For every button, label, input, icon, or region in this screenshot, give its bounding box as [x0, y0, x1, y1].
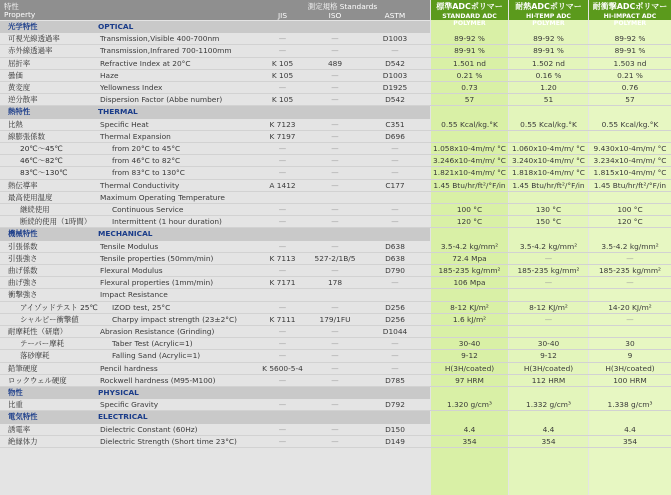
iso-value: —	[331, 205, 339, 214]
hitemp-polymer-heading: 耐熱ADCポリマー HI-TEMP ADC POLYMER	[509, 0, 588, 20]
iso-value: —	[331, 180, 339, 190]
hitemp-value: 354	[541, 436, 556, 446]
section-row	[0, 228, 430, 240]
iso-value: —	[331, 131, 339, 141]
standard-value: 3.246x10-4m/m/ °C	[433, 156, 506, 166]
property-jp: 屈折率	[8, 58, 31, 68]
hitemp-value: 0.55 Kcal/kg.°K	[520, 119, 577, 129]
iso-value: —	[331, 363, 339, 373]
property-jp: 曲げ係数	[8, 266, 38, 275]
section-title-en: OPTICAL	[98, 22, 134, 31]
property-en: Charpy impact strength (23±2°C)	[112, 314, 238, 324]
hitemp-value: 8-12 KJ/m²	[529, 302, 568, 312]
hiimpact-value: 0.76	[621, 83, 639, 92]
astm-value: —	[391, 144, 399, 153]
jis-value: K 7197	[269, 131, 296, 141]
property-en: Abrasion Resistance (Grinding)	[100, 327, 215, 336]
standard-value: 9-12	[461, 351, 478, 361]
standard-value: 100 °C	[456, 205, 483, 214]
jis-value: —	[278, 436, 287, 446]
property-jp: 20℃～45℃	[20, 144, 63, 153]
property-en: Flexural properties (1mm/min)	[100, 278, 214, 288]
astm-value: D638	[385, 241, 405, 251]
iso-value: 179/1FU	[319, 314, 351, 324]
hitemp-value: 30-40	[537, 339, 560, 349]
jis-value: —	[278, 83, 287, 92]
property-en: Tensile Modulus	[100, 241, 159, 251]
hiimpact-value: —	[626, 278, 634, 288]
table-row	[0, 119, 671, 131]
hitemp-value: 150 °C	[535, 217, 562, 227]
section-row	[0, 411, 430, 423]
section-row	[0, 387, 430, 399]
property-jp: 46℃～82℃	[20, 156, 63, 166]
property-en: Thermal Expansion	[100, 131, 171, 141]
iso-value: —	[331, 302, 339, 312]
standard-value: 354	[462, 436, 477, 446]
property-jp: 曇価	[8, 70, 23, 80]
property-en: Dielectric Strength (Short time 23°C)	[100, 436, 237, 446]
section-title-en: THERMAL	[98, 107, 138, 117]
hitemp-value: H(3H/coated)	[523, 363, 574, 373]
iso-value: 178	[327, 278, 343, 288]
astm-value: —	[391, 205, 399, 214]
astm-value: —	[391, 363, 399, 373]
iso-value: —	[331, 34, 339, 44]
hiimpact-polymer-heading: 耐衝撃ADCポリマー HI-IMPACT ADC POLYMER	[589, 0, 671, 20]
iso-value: —	[331, 217, 339, 227]
hiimpact-value: 120 °C	[617, 217, 643, 227]
table-row	[0, 70, 671, 82]
iso-heading: ISO	[328, 11, 342, 20]
jis-value: —	[278, 400, 287, 410]
jis-value: —	[278, 34, 287, 44]
section-title-jp: 熱特性	[8, 107, 31, 117]
hitemp-value: 185-235 kg/mm²	[517, 266, 580, 275]
section-title-jp: 光学特性	[8, 22, 38, 31]
hiimpact-value: 89-92 %	[614, 34, 646, 44]
standard-value: 57	[464, 95, 475, 105]
hiimpact-value: H(3H/coated)	[605, 363, 655, 373]
hiimpact-value: 9	[627, 351, 633, 361]
property-en: from 46°C to 82°C	[112, 156, 181, 166]
table-row	[0, 350, 671, 362]
hiimpact-value: —	[626, 314, 634, 324]
hitemp-value: 112 HRM	[531, 375, 566, 385]
astm-value: D790	[385, 266, 405, 275]
hiimpact-value: 57	[625, 95, 635, 105]
property-en: from 83°C to 130°C	[112, 168, 185, 178]
table-row	[0, 58, 671, 70]
property-jp: 比重	[8, 400, 23, 410]
section-title-en: MECHANICAL	[98, 229, 153, 239]
property-jp: 絶縁体力	[8, 436, 38, 446]
property-en-heading: Property	[4, 10, 36, 19]
jis-value: K 7111	[269, 314, 296, 324]
property-jp: 可視光線透過率	[8, 34, 60, 44]
astm-value: D150	[385, 424, 405, 434]
table-row	[0, 314, 671, 326]
astm-value: C177	[385, 180, 405, 190]
property-en: Dielectric Constant (60Hz)	[100, 424, 198, 434]
property-jp: 継続使用	[20, 205, 50, 214]
hitemp-value: 9-12	[540, 351, 557, 361]
astm-value: D542	[385, 95, 405, 105]
jis-value: —	[278, 168, 287, 178]
property-jp: 引張強さ	[8, 253, 38, 263]
property-jp-heading: 特性	[4, 2, 19, 11]
table-row	[0, 33, 671, 45]
section-title-jp: 機械特性	[8, 229, 38, 239]
property-en: Impact Resistance	[100, 290, 168, 300]
table-row	[0, 265, 671, 277]
property-en: Yellowness Index	[100, 83, 163, 92]
standard-value: 0.73	[461, 83, 478, 92]
iso-value: —	[331, 241, 339, 251]
property-jp: シャルピー衝撃値	[20, 314, 79, 324]
property-en: Specific Heat	[100, 119, 149, 129]
astm-value: D149	[385, 436, 405, 446]
property-en: Taber Test (Acrylic=1)	[112, 339, 193, 349]
table-header	[0, 0, 430, 20]
iso-value: —	[331, 46, 339, 56]
table-row	[0, 277, 671, 289]
jis-value: —	[278, 266, 287, 275]
table-row	[0, 204, 671, 216]
property-jp: ロックウェル硬度	[8, 375, 67, 385]
hiimpact-value: 3.5-4.2 kg/mm²	[601, 241, 659, 251]
hitemp-value: 89-91 %	[533, 46, 564, 56]
property-jp: 曲げ強さ	[8, 278, 38, 288]
hiimpact-value: 1.45 Btu/hr/ft²/°F/in	[593, 180, 667, 190]
astm-value: D785	[385, 375, 405, 385]
astm-value: C351	[385, 119, 405, 129]
jis-value: K 105	[271, 70, 294, 80]
hitemp-value: 1.060x10-4m/m/ °C	[512, 144, 585, 153]
jis-value: K 105	[271, 58, 294, 68]
jis-value: —	[278, 217, 287, 227]
standard-value: 89-92 %	[454, 34, 485, 44]
standard-value: 1.45 Btu/hr/ft²/°F/in	[433, 180, 506, 190]
hitemp-value: 4.4	[542, 424, 555, 434]
iso-value: —	[331, 327, 339, 336]
hitemp-value: —	[544, 278, 553, 288]
property-en: Transmission,Infrared 700-1100mm	[100, 46, 232, 56]
property-jp: 熱伝導率	[8, 180, 38, 190]
hiimpact-value: 30	[625, 339, 635, 349]
astm-value: —	[391, 278, 399, 288]
standard-value: 30-40	[458, 339, 481, 349]
astm-value: D256	[385, 314, 405, 324]
property-en: Flexural Modulus	[100, 266, 163, 275]
table-row	[0, 399, 671, 411]
table-row	[0, 45, 671, 57]
property-jp: 黄変度	[8, 83, 31, 92]
property-jp: 誘電率	[8, 424, 31, 434]
jis-value: K 7171	[269, 278, 296, 288]
property-jp: 鉛筆硬度	[8, 363, 38, 373]
table-row	[0, 167, 671, 179]
iso-value: —	[331, 266, 339, 275]
property-jp: 引張係数	[8, 241, 38, 251]
standard-value: 72.4 Mpa	[452, 253, 487, 263]
property-en: from 20°C to 45°C	[112, 144, 181, 153]
hitemp-value: 1.20	[540, 83, 557, 92]
table-row	[0, 180, 671, 192]
section-title-en: PHYSICAL	[98, 388, 139, 397]
property-jp: 衝撃強さ	[8, 290, 38, 300]
property-jp: アイゾッドテスト 25℃	[20, 302, 98, 312]
table-row	[0, 131, 671, 143]
jis-value: K 7123	[269, 119, 296, 129]
table-row	[0, 82, 671, 94]
property-jp: 断続的使用（1時間）	[20, 217, 92, 227]
standard-value: 1.320 g/cm³	[447, 400, 492, 410]
astm-value: D1044	[382, 327, 408, 336]
hitemp-value: 1.818x10-4m/m/ °C	[512, 168, 585, 178]
table-row	[0, 338, 671, 350]
hitemp-value: 130 °C	[535, 205, 562, 214]
hiimpact-value: 3.234x10-4m/m/ °C	[593, 156, 667, 166]
property-en: Refractive Index at 20°C	[100, 58, 191, 68]
jis-heading: JIS	[277, 11, 288, 20]
jis-value: —	[278, 302, 287, 312]
standard-value: 8-12 KJ/m²	[450, 302, 489, 312]
standards-heading: 測定規格 Standards	[307, 2, 378, 11]
property-jp: 赤外線透過率	[8, 46, 53, 56]
jis-value: —	[278, 46, 287, 56]
jis-value: K 5600-5-4	[262, 363, 303, 373]
standard-value: 97 HRM	[455, 375, 484, 385]
hiimpact-value: 9.430x10-4m/m/ °C	[593, 144, 667, 153]
jis-value: —	[278, 156, 287, 166]
jis-value: A 1412	[269, 180, 296, 190]
standard-value: 120 °C	[456, 217, 483, 227]
property-en: Rockwell hardness (M95-M100)	[100, 375, 216, 385]
iso-value: —	[331, 83, 339, 92]
astm-value: D1925	[382, 83, 408, 92]
hitemp-value: 3.5-4.2 kg/mm²	[519, 241, 578, 251]
standard-value: 4.4	[463, 424, 476, 434]
property-jp: 耐摩耗性（研磨）	[8, 327, 68, 336]
iso-value: —	[331, 424, 339, 434]
section-row	[0, 21, 430, 33]
hitemp-value: 51	[543, 95, 554, 105]
hiimpact-value: 89-91 %	[614, 46, 646, 56]
hiimpact-value: 354	[622, 436, 638, 446]
iso-value: —	[331, 339, 339, 349]
table-row	[0, 216, 671, 228]
iso-value: —	[331, 168, 339, 178]
hitemp-value: 0.16 %	[535, 70, 562, 80]
table-row	[0, 143, 671, 155]
iso-value: —	[331, 144, 339, 153]
iso-value: —	[331, 351, 339, 361]
property-en: Intermittent (1 hour duration)	[112, 217, 222, 227]
hiimpact-value: 100 HRM	[613, 375, 647, 385]
standard-value: 185-235 kg/mm²	[438, 266, 501, 275]
table-row	[0, 326, 671, 338]
standard-value: 0.21 %	[456, 70, 483, 80]
standard-value: 3.5-4.2 kg/mm²	[440, 241, 499, 251]
standard-value: 106 Mpa	[453, 278, 486, 288]
jis-value: —	[278, 144, 287, 153]
astm-value: D542	[385, 58, 405, 68]
hiimpact-value: —	[626, 253, 634, 263]
hitemp-value: 1.332 g/cm³	[526, 400, 571, 410]
jis-value: —	[278, 351, 287, 361]
astm-value: D256	[385, 302, 405, 312]
astm-value: D1003	[382, 34, 408, 44]
property-jp: 線膨張係数	[8, 131, 45, 141]
property-jp: 比熱	[8, 119, 23, 129]
standard-value: 1.501 nd	[453, 58, 486, 68]
property-jp: 逆分散率	[8, 95, 38, 105]
property-en: Transmission,Visible 400-700nm	[100, 34, 220, 44]
hiimpact-value: 185-235 kg/mm²	[598, 266, 662, 275]
hitemp-value: —	[544, 314, 553, 324]
table-row	[0, 155, 671, 167]
jis-value: K 7113	[269, 253, 296, 263]
hitemp-value: 3.240x10-4m/m/ °C	[512, 156, 585, 166]
standard-value: 1.058x10-4m/m/ °C	[433, 144, 506, 153]
property-en: Maximum Operating Temperature	[100, 192, 225, 202]
astm-value: D1003	[382, 70, 408, 80]
iso-value: —	[331, 400, 339, 410]
hitemp-value: —	[544, 253, 553, 263]
iso-value: 489	[327, 58, 343, 68]
table-row	[0, 424, 671, 436]
hitemp-value: 1.45 Btu/hr/ft²/°F/in	[512, 180, 585, 190]
property-jp: テーバー摩耗	[20, 339, 64, 349]
standard-value: 0.55 Kcal/kg.°K	[441, 119, 498, 129]
section-title-jp: 物性	[8, 388, 23, 397]
table-row	[0, 253, 671, 265]
standard-value: 1.6 kJ/m²	[452, 314, 487, 324]
astm-value: —	[391, 217, 399, 227]
hiimpact-value: 1.338 g/cm³	[607, 400, 653, 410]
jis-value: —	[278, 375, 287, 385]
table-row	[0, 192, 671, 204]
table-row	[0, 436, 671, 448]
property-jp: 落砂摩耗	[20, 351, 50, 361]
property-jp: 83℃～130℃	[20, 168, 68, 178]
section-row	[0, 106, 430, 118]
standard-polymer-heading: 標準ADCポリマー STANDARD ADC POLYMER	[431, 0, 508, 20]
hiimpact-value: 100 °C	[617, 205, 643, 214]
jis-value: —	[278, 339, 287, 349]
hitemp-value: 1.502 nd	[532, 58, 565, 68]
property-en: Specific Gravity	[100, 400, 159, 410]
table-row	[0, 302, 671, 314]
section-title-jp: 電気特性	[8, 412, 38, 422]
hitemp-value: 89-92 %	[533, 34, 564, 44]
jis-value: —	[278, 424, 287, 434]
jis-value: K 105	[271, 95, 294, 105]
standard-value: 1.821x10-4m/m/ °C	[433, 168, 506, 178]
property-en: Thermal Conductivity	[100, 180, 180, 190]
astm-value: —	[391, 168, 399, 178]
property-en: Dispersion Factor (Abbe number)	[100, 95, 223, 105]
jis-value: —	[278, 241, 287, 251]
hiimpact-value: 0.21 %	[617, 70, 643, 80]
iso-value: 527-2/1B/5	[314, 253, 356, 263]
hiimpact-value: 14-20 KJ/m²	[608, 302, 652, 312]
property-en: Tensile properties (50mm/min)	[100, 253, 214, 263]
standard-value: H(3H/coated)	[444, 363, 495, 373]
iso-value: —	[331, 436, 339, 446]
astm-value: D792	[385, 400, 405, 410]
hiimpact-value: 1.815x10-4m/m/ °C	[593, 168, 667, 178]
hiimpact-value: 1.503 nd	[613, 58, 647, 68]
iso-value: —	[331, 119, 339, 129]
astm-value: D696	[385, 131, 405, 141]
iso-value: —	[331, 375, 339, 385]
jis-value: —	[278, 327, 287, 336]
property-en: Continuous Service	[112, 205, 184, 214]
astm-value: D638	[385, 253, 405, 263]
standard-value: 89-91 %	[454, 46, 485, 56]
iso-value: —	[331, 70, 339, 80]
astm-value: —	[391, 339, 399, 349]
table-row	[0, 363, 671, 375]
iso-value: —	[331, 95, 339, 105]
property-en: Haze	[100, 70, 119, 80]
hiimpact-value: 4.4	[624, 424, 636, 434]
section-title-en: ELECTRICAL	[98, 412, 148, 422]
table-row	[0, 94, 671, 106]
hiimpact-value: 0.55 Kcal/kg.°K	[601, 119, 659, 129]
property-en: Falling Sand (Acrylic=1)	[112, 351, 201, 361]
table-row	[0, 375, 671, 387]
table-row	[0, 289, 671, 301]
astm-value: —	[391, 46, 399, 56]
property-en: Pencil hardness	[100, 363, 158, 373]
astm-value: —	[391, 351, 399, 361]
astm-value: —	[391, 156, 399, 166]
property-jp: 最高使用温度	[8, 192, 53, 202]
jis-value: —	[278, 205, 287, 214]
table-row	[0, 241, 671, 253]
iso-value: —	[331, 156, 339, 166]
property-en: IZOD test, 25°C	[112, 302, 171, 312]
astm-heading: ASTM	[384, 11, 406, 20]
